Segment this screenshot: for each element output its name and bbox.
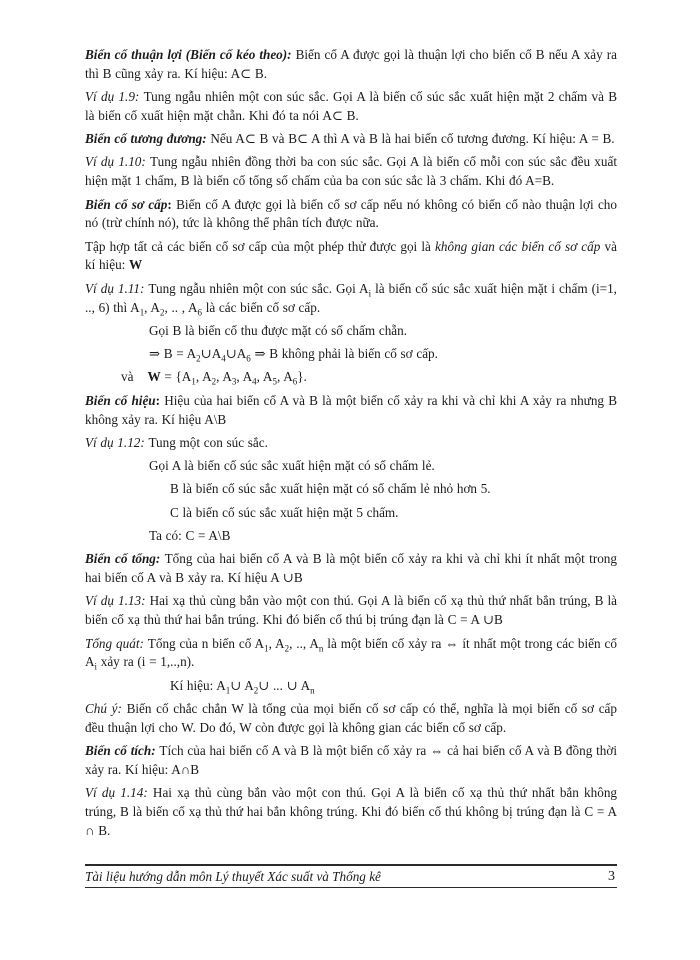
paragraph <box>149 322 617 341</box>
text-run: Ví dụ 1.10: <box>85 154 151 170</box>
text-run: : <box>167 196 177 212</box>
text-run: C là biến cố súc sắc xuất hiện mặt 5 chấm. <box>170 504 399 520</box>
text-run: Tung ngẫu nhiên đồng thời ba con súc sắc. Gọi A là biến cố mỗi con súc sắc đều xuất hiện mặt 1 chấm, B là biến cố tổng số chấm của ba con súc sắc là 3 chấm. Khi đó A=B. <box>85 154 617 189</box>
paragraph <box>149 457 617 476</box>
text-run: ⇒ B không phải là biến cố sơ cấp. <box>250 346 438 362</box>
text-run: Ta có: C = A\B <box>149 528 231 544</box>
text-run: Gọi A là biến cố súc sắc xuất hiện mặt có số chấm lẻ. <box>149 458 435 474</box>
page-number: 3 <box>608 869 615 884</box>
paragraph <box>85 434 617 453</box>
text-run: , A <box>256 369 273 385</box>
text-run: ⇒ B = A <box>149 346 197 362</box>
subscript-text: 6 <box>246 353 251 364</box>
subscript-text: n <box>310 685 315 696</box>
text-run: }. <box>297 369 307 385</box>
paragraph <box>85 130 617 149</box>
subscript-text: 2 <box>284 643 290 654</box>
subscript-text: 6 <box>292 377 298 388</box>
footer-title: Tài liệu hướng dẫn môn Lý thuyết Xác suất và Thống kê <box>85 869 381 884</box>
paragraph <box>85 238 617 276</box>
text-run: Gọi B là biến cố thu được mặt có số chấm chẵn. <box>149 322 408 338</box>
text-run: Tung ngẫu nhiên một con súc sắc. Gọi A <box>148 280 369 296</box>
text-run: Biến cố thuận lợi (Biến cố kéo theo): <box>85 47 296 62</box>
subscript-text: i <box>368 288 372 299</box>
text-run: , A <box>195 369 212 385</box>
subscript-text: 2 <box>159 307 165 318</box>
subscript-text: 4 <box>221 353 226 364</box>
text-run: Biến cố chắc chắn W là tổng của mọi biến cố sơ cấp có thể, nghĩa là mọi biến cố sơ cấp đều thuận lợi cho W. Do đó, W còn được gọi là không gian các biến cố sơ cấp. <box>85 700 617 735</box>
subscript-text: 2 <box>253 685 259 696</box>
text-run: , A <box>144 299 160 315</box>
paragraph <box>85 280 617 318</box>
paragraph <box>85 392 617 430</box>
paragraph <box>85 742 617 780</box>
footer-row <box>85 868 617 888</box>
text-run: Chú ý: <box>85 700 127 716</box>
text-run: , .., A <box>289 635 319 651</box>
paragraph <box>85 550 617 588</box>
subscript-text: 5 <box>272 377 277 388</box>
paragraph <box>85 196 617 234</box>
subscript-text: n <box>318 643 324 654</box>
text-run: Kí hiệu: A <box>170 677 226 693</box>
text-run: Tổng của hai biến cố A và B là một biến cố xảy ra khi và chỉ khi ít nhất một trong hai biến cố A và B xảy ra. Kí hiệu A ∪B <box>85 551 617 586</box>
text-run: Biến cố tích: <box>85 743 160 758</box>
text-run: Biến cố hiệu <box>85 392 156 408</box>
text-run: Hai xạ thủ cùng bắn vào một con thú. Gọi A là biến cố xạ thủ thứ nhất bắn không trúng, B là biến cố xạ thủ thứ hai bắn không trúng. Khi đó biến cố thú không bị trúng đạn là C = A ∩ B. <box>85 785 618 838</box>
text-run: , A <box>268 635 285 651</box>
text-run: Hiệu của hai biến cố A và B là một biến cố xảy ra khi và chỉ khi A xảy ra nhưng B không xảy ra. Kí hiệu A\B <box>85 392 617 427</box>
paragraph <box>149 345 617 364</box>
subscript-text: 1 <box>264 643 269 654</box>
text-run: là một biến cố xảy ra ⇔ ít nhất một trong các biến cố A <box>85 635 617 670</box>
text-run: và kí hiệu: <box>85 238 617 273</box>
page-footer <box>85 864 617 888</box>
subscript-text: 3 <box>231 377 237 388</box>
subscript-text: 1 <box>191 377 196 388</box>
text-run: Biến cố tổng: <box>85 551 165 567</box>
text-run: là các biến cố sơ cấp. <box>202 299 321 315</box>
text-run: Biến cố A được gọi là thuận lợi cho biến cố B nếu A xảy ra thì B cũng xảy ra. Kí hiệu: A⊂ B. <box>85 47 617 81</box>
text-run: Ví dụ 1.12: <box>85 434 149 450</box>
text-run: và <box>121 369 134 385</box>
text-run: ∪ A <box>230 677 254 693</box>
subscript-text: 2 <box>196 353 201 364</box>
text-run: Hai xạ thủ cùng bắn vào một con thú. Gọi A là biến cố xạ thủ thứ nhất bắn trúng, B là biến cố xạ thủ thứ hai bắn trúng. Khi đó biến cố thú bị trúng đạn là C = A ∪B <box>85 593 617 628</box>
text-run: , .. , A <box>164 299 198 315</box>
subscript-text: 1 <box>139 307 145 318</box>
paragraph <box>85 784 617 840</box>
document-body <box>85 46 617 845</box>
paragraph <box>170 480 617 499</box>
text-run: xảy ra (i = 1,..,n). <box>97 654 195 670</box>
text-run: Ví dụ 1.14: <box>85 785 153 801</box>
text-run: W <box>147 369 161 385</box>
text-run: Biến cố A được gọi là biến cố sơ cấp nếu nó không có biến cố nào thuận lợi cho nó (trừ chính nó), tức là không thể phân tích được nữa. <box>85 196 617 231</box>
text-run: Tích của hai biến cố A và B là một biến cố xảy ra ⇔ cả hai biến cố A và B đồng thời xảy ra. Kí hiệu: A∩B <box>85 743 618 777</box>
text-run: : <box>155 392 165 408</box>
text-run: , A <box>236 369 253 385</box>
text-run: Ví dụ 1.11: <box>85 280 149 296</box>
text-run: là biến cố súc sắc xuất hiện mặt i chấm (i=1, .., 6) thì A <box>85 280 617 315</box>
subscript-text: 2 <box>211 377 217 388</box>
paragraph <box>170 677 617 696</box>
subscript-text: i <box>94 661 98 672</box>
paragraph <box>85 88 617 126</box>
text-run: Nếu A⊂ B và B⊂ A thì A và B là hai biến cố tương đương. Kí hiệu: A = B. <box>210 131 615 147</box>
text-run: Biến cố sơ cấp <box>85 196 168 212</box>
paragraph <box>149 527 617 546</box>
text-run: B là biến cố súc sắc xuất hiện mặt có số chấm lẻ nhỏ hơn 5. <box>170 481 491 497</box>
text-run: Tổng của n biến cố A <box>147 635 265 651</box>
text-run: Tung ngẫu nhiên một con súc sắc. Gọi A là biến cố súc sắc xuất hiện mặt 2 chấm và B là biến cố xuất hiện mặt chẵn. Khi đó ta nói A⊂ B. <box>85 89 618 123</box>
text-run: không gian các biến cố sơ cấp <box>435 238 601 254</box>
text-run: Tập hợp tất cả các biến cố sơ cấp của một phép thử được gọi là <box>85 238 436 254</box>
text-run: = {A <box>160 369 192 385</box>
paragraph <box>85 635 617 673</box>
subscript-text: 6 <box>197 307 203 318</box>
text-run: Ví dụ 1.13: <box>85 593 150 609</box>
text-run: Biến cố tương đương: <box>85 131 211 147</box>
paragraph <box>85 46 617 84</box>
paragraph <box>85 592 617 630</box>
text-run: ∪A <box>200 346 222 362</box>
paragraph <box>85 153 617 191</box>
text-run: Tung một con súc sắc. <box>148 434 268 450</box>
text-run: Ví dụ 1.9: <box>85 89 144 105</box>
text-run: ∪A <box>225 346 247 362</box>
text-run: Tổng quát: <box>85 635 148 651</box>
subscript-text: 4 <box>252 377 257 388</box>
text-run: ∪ ... ∪ A <box>258 677 311 693</box>
paragraph <box>121 368 617 387</box>
text-run: W <box>129 257 143 273</box>
text-run: , A <box>276 369 293 385</box>
paragraph <box>170 504 617 523</box>
subscript-text: 1 <box>225 685 231 696</box>
paragraph <box>85 700 617 738</box>
text-run: , A <box>216 369 232 385</box>
